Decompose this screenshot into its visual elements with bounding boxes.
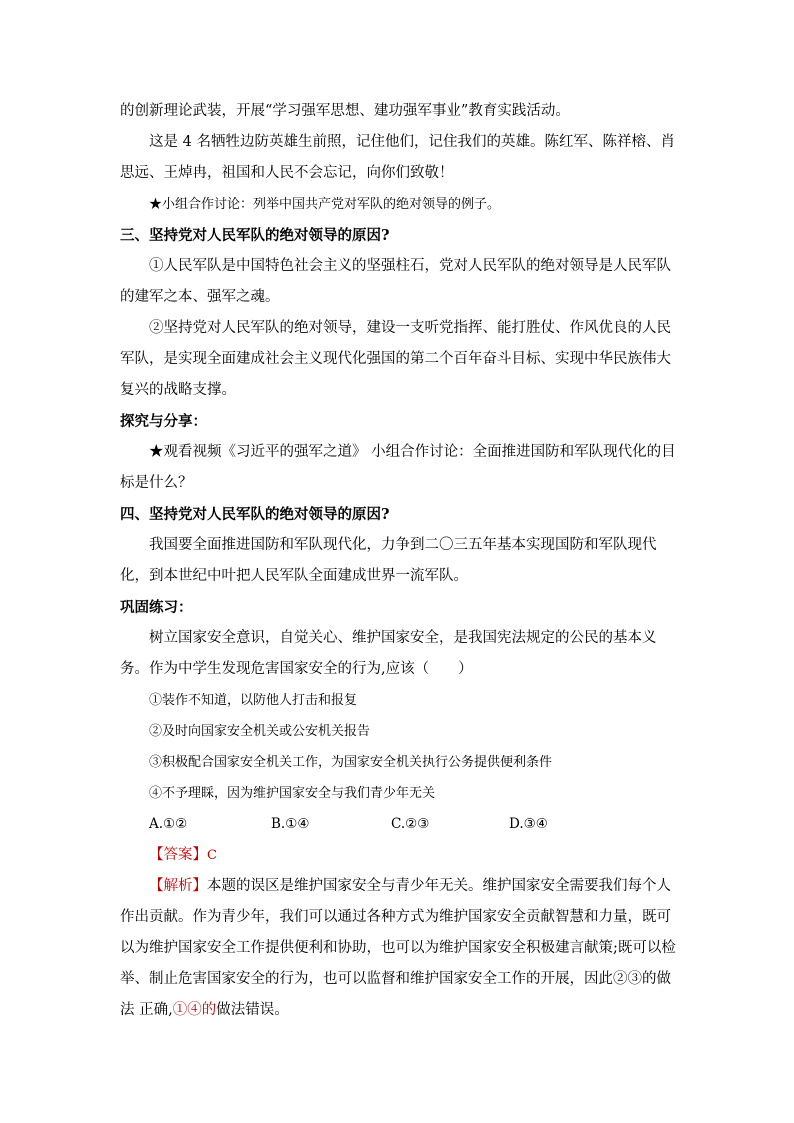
option-a: A.①② (149, 816, 188, 832)
analysis-red-tail: ①④的 (172, 1002, 217, 1018)
paragraph-reason-1: ①人民军队是中国特色社会主义的坚强柱石，党对人民军队的绝对领导是人民军队的建军之本、强军之魂。 (120, 258, 671, 305)
choice-item-4: ④不予理睬，因为维护国家安全与我们青少年无关 (149, 786, 436, 801)
answer-line (120, 840, 680, 871)
paragraph-modernization: 我国要全面推进国防和军队现代化，力争到二〇三五年基本实现国防和军队现代化，到本世纪中叶把人民军队全面建成世界一流军队。 (120, 537, 657, 584)
answer-value: C (207, 848, 217, 863)
question-stem: 树立国家安全意识，自觉关心、维护国家安全，是我国宪法规定的公民的基本义务。作为中学生发现危害国家安全的行为,应该（ ） (120, 630, 657, 677)
heading-practice: 巩固练习： (120, 599, 193, 616)
paragraph-video-discussion: ★观看视频《习近平的强军之道》 小组合作讨论：全面推进国防和军队现代化的目标是什么？ (120, 444, 676, 491)
option-c: C.②③ (391, 816, 430, 832)
option-d: D.③④ (509, 816, 548, 832)
analysis-label: 【解析】 (149, 878, 207, 894)
paragraph-reason-2: ②坚持党对人民军队的绝对领导，建设一支听党指挥、能打胜仗、作风优良的人民军队，是实现全面建成社会主义现代化强国的第二个百年奋斗目标、实现中华民族伟大复兴的战略支撑。 (120, 320, 671, 398)
answer-label: 【答案】 (149, 847, 207, 863)
paragraph-heroes: 这是 4 名牺牲边防英雄生前照，记住他们，记住我们的英雄。陈红军、陈祥榕、肖思远、王焯冉，祖国和人民不会忘记，向你们致敬！ (120, 134, 675, 181)
choice-item-2: ②及时向国家安全机关或公安机关报告 (149, 724, 371, 739)
choice-item-1: ①装作不知道，以防他人打击和报复 (149, 693, 358, 708)
analysis-end: 做法错误。 (216, 1002, 289, 1018)
analysis-paragraph (120, 871, 680, 1026)
paragraph-intro-tail: 的创新理论武装，开展“学习强军思想、建功强军事业”教育实践活动。 (120, 103, 570, 119)
heading-explore: 探究与分享： (120, 413, 207, 430)
section-heading-3: 三、坚持党对人民军队的绝对领导的原因? (120, 227, 390, 244)
section-heading-4: 四、坚持党对人民军队的绝对领导的原因? (120, 506, 390, 523)
choice-item-3: ③积极配合国家安全机关工作，为国家安全机关执行公务提供便利条件 (149, 755, 553, 770)
analysis-text: 本题的误区是维护国家安全与青少年无关。维护国家安全需要我们每个人作出贡献。作为青少年，我们可以通过各种方式为维护国家安全贡献智慧和力量，既可以为维护国家安全工作提供便利和协助，也可以为维护国家安全积极建言献策;既可以检举、制止危害国家安全的行为，也可以监督和维护国家安全工作的开展，因此②③的做法 正确, (120, 878, 676, 1018)
answer-options (120, 809, 680, 840)
paragraph-discussion: ★小组合作讨论：列举中国共产党对军队的绝对领导的例子。 (149, 197, 501, 212)
document-body (120, 96, 680, 1026)
option-b: B.①④ (271, 816, 310, 832)
